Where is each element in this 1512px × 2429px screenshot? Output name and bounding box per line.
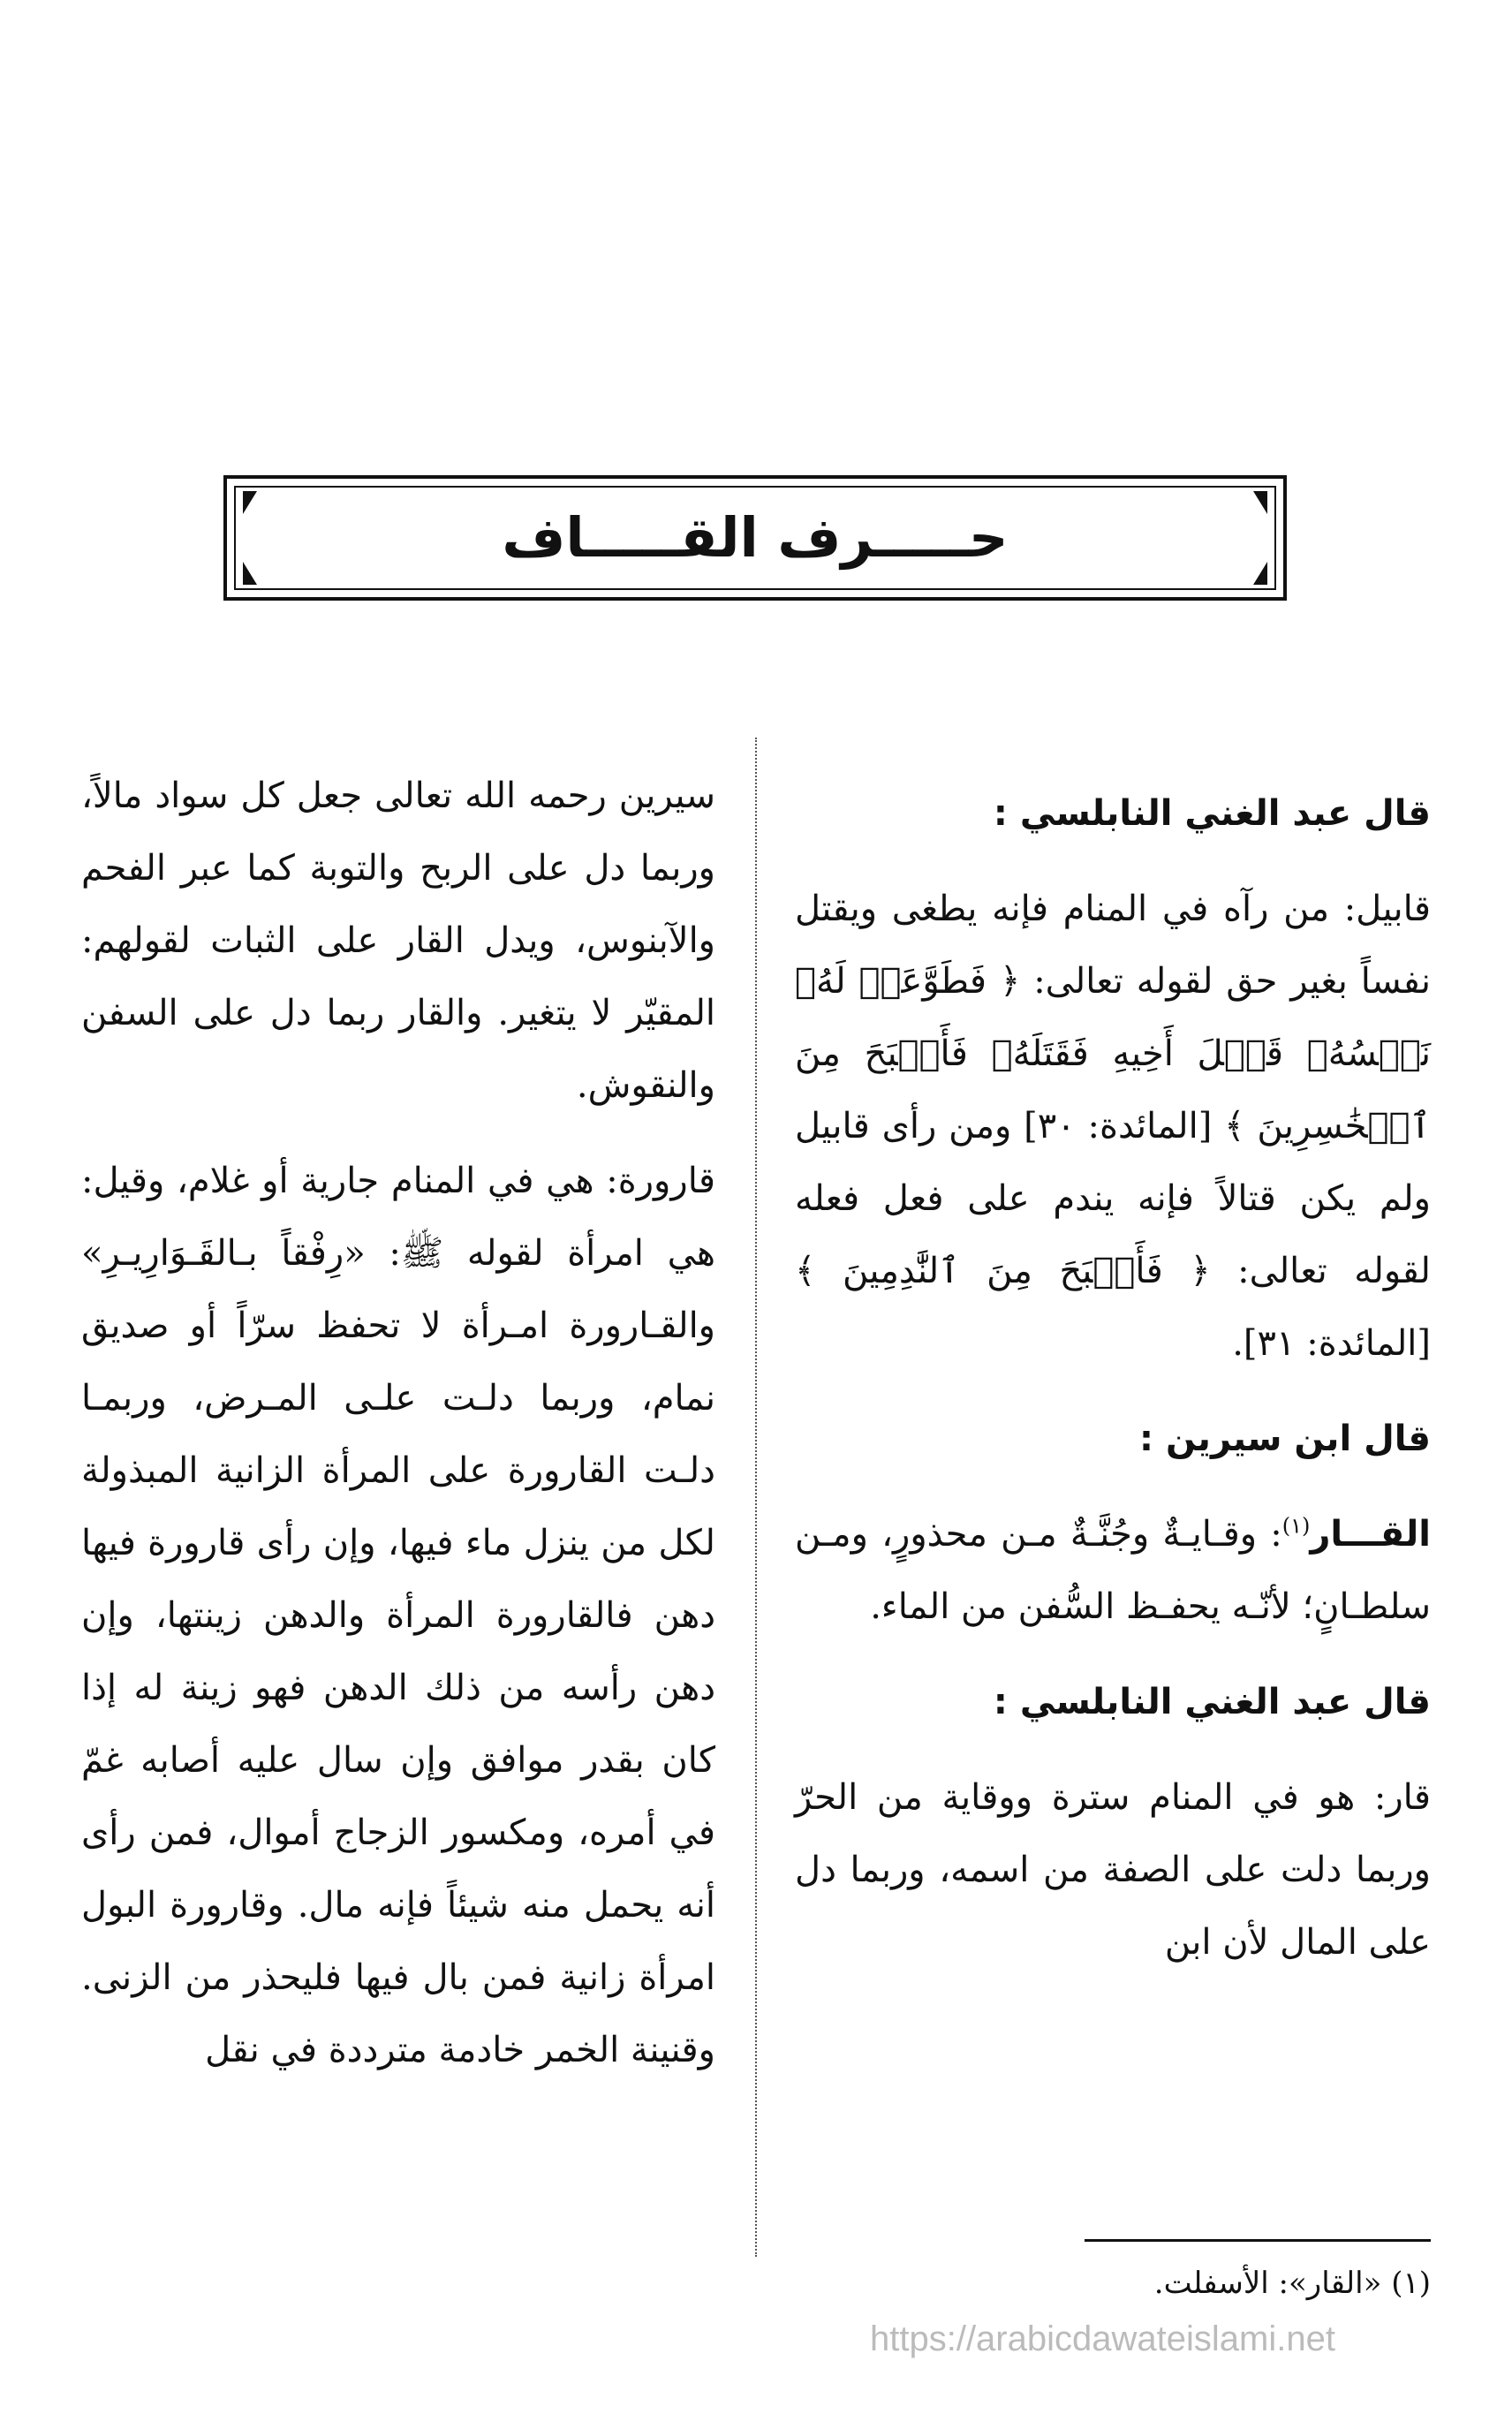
right-column [795, 777, 1431, 2001]
paragraph-continuation: سيرين رحمه الله تعالى جعل كل سواد مالاً، وربما دل على الربح والتوبة كما عبر الفحم والآبنوس، ويدل القار على الثبات لقولهم: المقيّر لا يتغير. والقار ربما دل على السفن والنقوش. [81, 776, 715, 1106]
section-heading: قال عبد الغني النابلسي : [993, 1682, 1431, 1722]
column-divider [755, 738, 757, 2257]
watermark-url: https://arabicdawateislami.net [870, 2319, 1335, 2358]
footnote-marker: (١) [1281, 1513, 1311, 1539]
footnote-divider [1085, 2239, 1431, 2242]
footnote: (١) «القار»: الأسفلت. [1153, 2266, 1431, 2301]
paragraph-alqar [795, 1498, 1431, 1643]
entry-term: القـــار [1310, 1514, 1431, 1555]
left-column [81, 760, 715, 2109]
chapter-heading-box [223, 475, 1287, 601]
section-heading: قال عبد الغني النابلسي : [993, 793, 1431, 834]
entry-text: : وقـايـةٌ وجُنَّـةٌ مـن محذورٍ، ومـن سلطـانٍ؛ لأنّـه يحفـظ السُّفن من الماء. [795, 1514, 1431, 1627]
chapter-title: حـــــرف القـــــاف [502, 505, 1009, 570]
paragraph-qarura: قارورة: هي في المنام جارية أو غلام، وقيل: هي امرأة لقوله ﷺ: «رِفْقاً بـالقَـوَارِيـرِ» والقـارورة امـرأة لا تحفظ سرّاً أو صديق نمام، وربما دلـت علـى المـرض، وربمـا دلـت القارورة على المرأة الزانية المبذولة لكل من ينزل ماء فيها، وإن رأى قارورة فيها دهن فالقارورة المرأة والدهن زينتها، وإن دهن رأسه من ذلك الدهن فهو زينة له إذا كان بقدر موافق وإن سال عليه أصابه غمّ في أمره، ومكسور الزجاج أموال، فمن رأى أنه يحمل منه شيئاً فإنه مال. وقارورة البول امرأة زانية فمن بال فيها فليحذر من الزنى. وقنينة الخمر خادمة مترددة في نقل [81, 1161, 715, 2070]
paragraph-qar: قار: هو في المنام سترة ووقاية من الحرّ وربما دلت على الصفة من اسمه، وربما دل على المال لأن ابن [795, 1777, 1431, 1963]
section-heading: قال ابن سيرين : [1139, 1419, 1431, 1459]
paragraph-qabil: قابيل: من رآه في المنام فإنه يطغى ويقتل نفساً بغير حق لقوله تعالى: ﴿ فَطَوَّعَتۡ لَهُۥ نَفۡسُهُۥ قَتۡلَ أَخِيهِ فَقَتَلَهُۥ فَأَصۡبَحَ مِنَ ٱلۡخَٰسِرِينَ ﴾ [المائدة: ٣٠] ومن رأى قابيل ولم يكن قتالاً فإنه يندم على فعل فعله لقوله تعالى: ﴿ فَأَصۡبَحَ مِنَ ٱلنَّٰدِمِينَ ﴾ [المائدة: ٣١]. [795, 889, 1432, 1364]
